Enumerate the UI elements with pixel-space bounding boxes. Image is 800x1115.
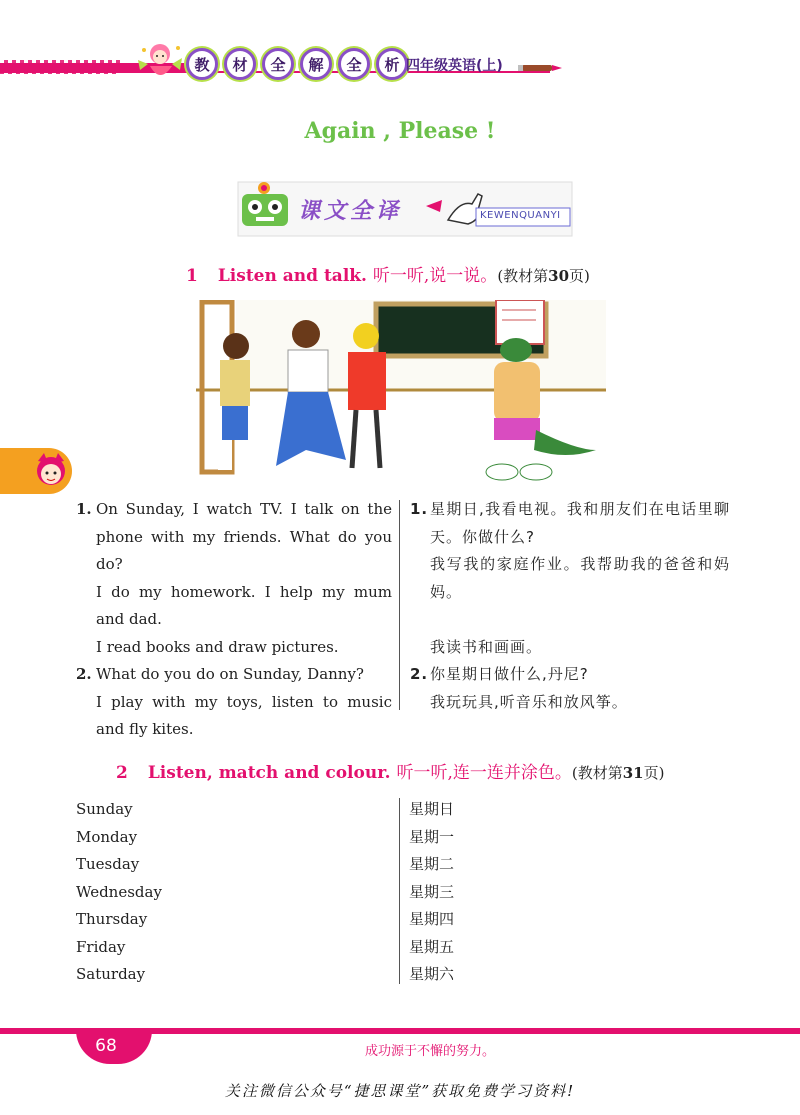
series-char: 材 [224, 48, 256, 80]
series-char: 教 [186, 48, 218, 80]
series-char: 解 [300, 48, 332, 80]
series-char: 全 [338, 48, 370, 80]
english-line: What do you do on Sunday, Danny? [96, 665, 364, 683]
chinese-text-column [410, 496, 730, 716]
weekday-en: Friday [76, 937, 126, 956]
chinese-line: 我写我的家庭作业。我帮助我的爸爸和妈妈。 [430, 555, 730, 601]
section-1-heading [186, 261, 590, 286]
textbook-ref-end: 页) [643, 764, 665, 782]
textbook-page: 31 [622, 764, 644, 782]
weekday-cn: 星期五 [409, 937, 455, 956]
english-item-1 [76, 496, 392, 661]
weekday-en: Sunday [76, 800, 133, 818]
chinese-item-1 [410, 496, 730, 661]
weekday-cn: 星期二 [409, 855, 455, 873]
chinese-line: 我玩玩具,听音乐和放风筝。 [430, 692, 628, 711]
section-title-cn: 听一听,说一说。 [372, 266, 498, 286]
weekday-en: Tuesday [76, 855, 140, 873]
english-line: I read books and draw pictures. [96, 637, 339, 656]
section-title-cn: 听一听,连一连并涂色。 [396, 763, 572, 783]
item-number: 2. [76, 665, 92, 683]
chinese-line: 我读书和画画。 [430, 637, 543, 656]
series-char: 全 [262, 48, 294, 80]
series-char: 析 [376, 48, 408, 80]
chinese-item-2 [410, 661, 730, 716]
pen-icon [518, 62, 562, 74]
weekday-list-cn [409, 796, 454, 989]
grade-label: 四年级英语(上) [406, 58, 503, 74]
item-number: 2. [410, 665, 429, 683]
textbook-ref-end: 页) [569, 267, 590, 285]
english-line: I play with my toys, listen to music and fly kites. [96, 692, 392, 738]
section-number: 1 [186, 266, 198, 286]
section-title-en: Listen, match and colour. [147, 763, 391, 783]
english-line: On Sunday, I watch TV. I talk on the phone with my friends. What do you do? [96, 500, 392, 573]
weekday-cn: 星期一 [409, 827, 455, 846]
banner-title: 课文全译 [298, 199, 403, 224]
days-divider [399, 798, 400, 984]
weekday-cn: 星期日 [409, 800, 455, 818]
weekday-cn: 星期四 [409, 910, 455, 928]
section-number: 2 [116, 763, 128, 783]
weekday-cn: 星期六 [409, 965, 455, 983]
chinese-line: 星期日,我看电视。我和朋友们在电话里聊天。你做什么? [430, 500, 730, 546]
section-title-en: Listen and talk. [217, 266, 367, 286]
page-number: 68 [95, 1036, 117, 1056]
section-2-heading [116, 758, 664, 783]
english-item-2 [76, 661, 392, 744]
page-title: Again , Please ! [304, 118, 496, 144]
column-divider [399, 500, 400, 710]
weekday-cn: 星期三 [409, 882, 455, 901]
chinese-line: 你星期日做什么,丹尼? [430, 665, 589, 683]
weekday-en: Saturday [76, 965, 146, 983]
weekday-en: Wednesday [76, 882, 162, 901]
item-number: 1. [76, 500, 92, 518]
weekday-en: Thursday [76, 910, 148, 928]
banner-subtitle: KEWENQUANYI [480, 210, 561, 221]
watermark-text: 关注微信公众号“捷思课堂”获取免费学习资料! [224, 1082, 576, 1100]
cartoon-girl-icon [34, 453, 68, 489]
english-text-column [76, 496, 392, 744]
english-line: I do my homework. I help my mum and dad. [96, 582, 392, 628]
textbook-ref: (教材第 [571, 764, 623, 782]
classroom-illustration [196, 300, 606, 490]
weekday-en: Monday [76, 827, 138, 846]
textbook-page: 30 [548, 267, 570, 285]
section-banner [228, 180, 574, 238]
series-title [186, 48, 408, 80]
footer-motto: 成功源于不懈的努力。 [364, 1044, 495, 1059]
textbook-ref: (教材第 [497, 267, 549, 285]
weekday-list-en [76, 796, 162, 989]
fairy-mascot-icon [132, 40, 188, 88]
item-number: 1. [410, 500, 429, 518]
